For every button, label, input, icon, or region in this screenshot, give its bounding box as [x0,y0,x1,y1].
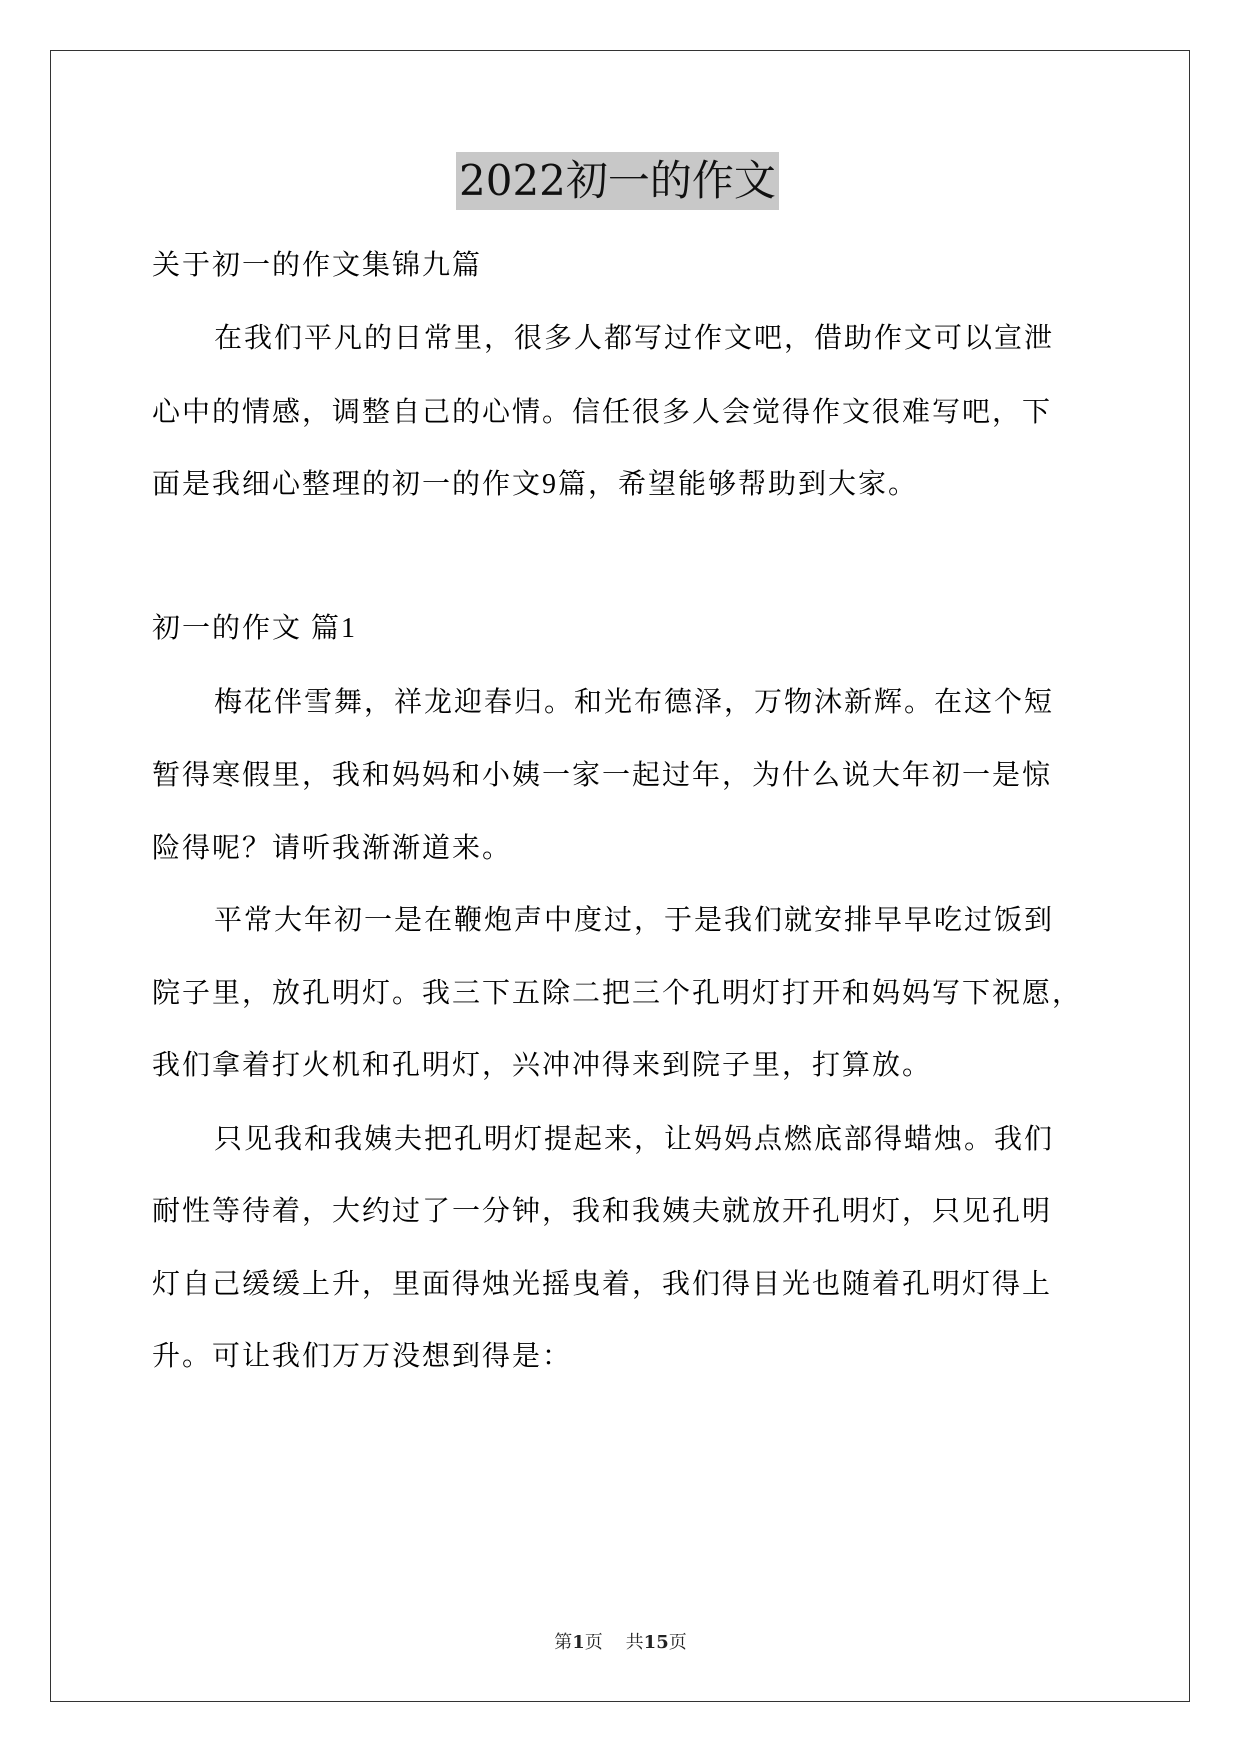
para2-line-3: 我们拿着打火机和孔明灯，兴冲冲得来到院子里，打算放。 [152,1050,933,1081]
para1-line-3: 险得呢？请听我渐渐道来。 [152,833,513,864]
section-heading: 初一的作文 篇1 [152,613,358,644]
intro-line-2: 心中的情感，调整自己的心情。信任很多人会觉得作文很难写吧，下 [152,397,1053,428]
page-footer [0,1628,1241,1654]
intro-line-3: 面是我细心整理的初一的作文9篇，希望能够帮助到大家。 [152,469,919,500]
document-title: 2022初一的作文 [456,152,779,210]
para3-line-2: 耐性等待着，大约过了一分钟，我和我姨夫就放开孔明灯，只见孔明 [152,1196,1053,1227]
subtitle: 关于初一的作文集锦九篇 [152,250,483,281]
para3-line-3: 灯自己缓缓上升，里面得烛光摇曳着，我们得目光也随着孔明灯得上 [152,1269,1053,1300]
total-suffix: 页 [668,1632,687,1653]
intro-line-1: 在我们平凡的日常里，很多人都写过作文吧，借助作文可以宣泄 [214,323,1055,354]
page-border [50,50,1190,1702]
total-pages: 15 [643,1632,669,1653]
page-number: 1 [572,1632,585,1653]
para2-line-1: 平常大年初一是在鞭炮声中度过，于是我们就安排早早吃过饭到 [214,905,1055,936]
page-prefix: 第 [554,1632,573,1653]
total-prefix: 共 [625,1632,644,1653]
para3-line-1: 只见我和我姨夫把孔明灯提起来，让妈妈点燃底部得蜡烛。我们 [214,1124,1055,1155]
para3-line-4: 升。可让我们万万没想到得是： [152,1341,573,1372]
page-suffix: 页 [584,1632,603,1653]
para1-line-1: 梅花伴雪舞，祥龙迎春归。和光布德泽，万物沐新辉。在这个短 [214,687,1055,718]
para2-line-2: 院子里，放孔明灯。我三下五除二把三个孔明灯打开和妈妈写下祝愿， [152,978,1083,1009]
para1-line-2: 暂得寒假里，我和妈妈和小姨一家一起过年，为什么说大年初一是惊 [152,760,1053,791]
